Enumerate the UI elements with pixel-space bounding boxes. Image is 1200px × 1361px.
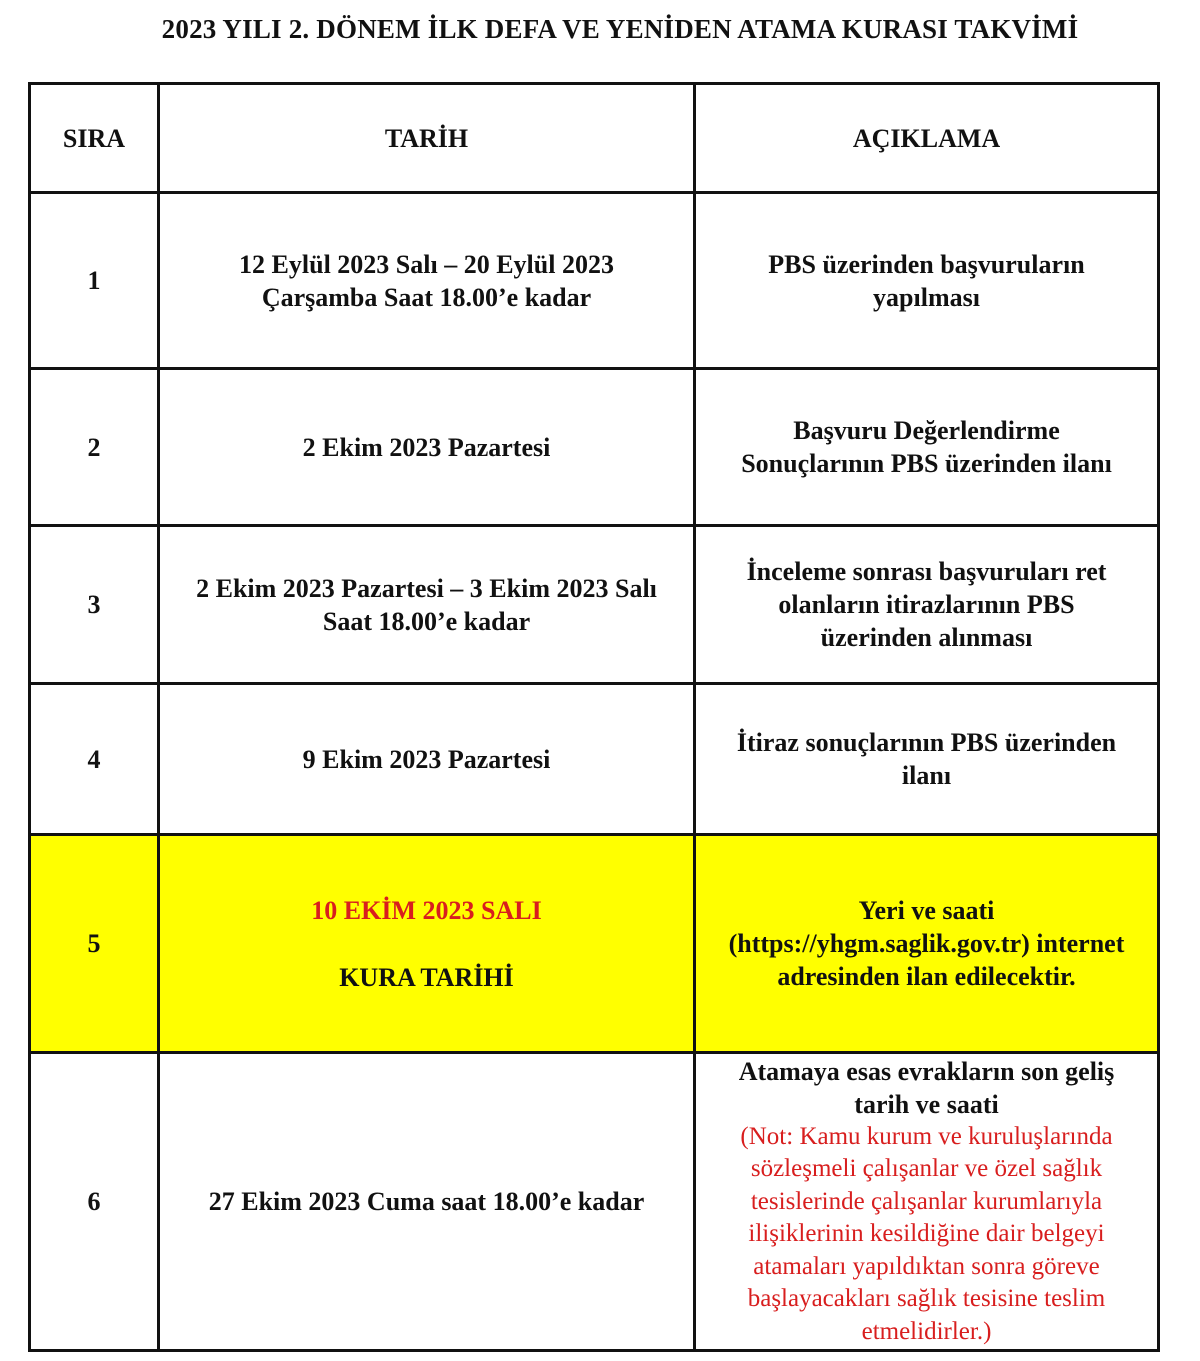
description-line: Yeri ve saati [858,896,995,925]
row-description [695,1053,1159,1351]
description-line: Başvuru Değerlendirme [793,416,1060,445]
description-line: Sonuçlarının PBS üzerinden ilanı [741,449,1112,478]
row-date [159,193,695,369]
table-row [30,684,1159,835]
row-date [159,1053,695,1351]
row-description [695,684,1159,835]
note-line: atamaları yapıldıktan sonra göreve [753,1252,1100,1280]
note-line: sözleşmeli çalışanlar ve özel sağlık [750,1155,1103,1183]
note-line: tesislerinde çalışanlar kurumlarıyla [750,1187,1103,1215]
date-line: 12 Eylül 2023 Salı – 20 Eylül 2023 [239,249,614,279]
description-line: PBS üzerinden başvuruların [768,249,1085,279]
row-number: 1 [30,193,159,369]
description-line: adresinden ilan edilecektir. [777,962,1076,991]
page-title: 2023 YILI 2. DÖNEM İLK DEFA VE YENİDEN ATAMA KURASI TAKVİMİ [161,14,1079,44]
lottery-date-label: KURA TARİHİ [339,962,514,992]
row-description [695,526,1159,684]
table-row-highlighted [30,835,1159,1053]
row-number: 4 [30,684,159,835]
description-line: İtiraz sonuçlarının PBS üzerinden [736,728,1117,757]
description-line: yapılması [873,282,980,312]
description-line: ilanı [901,761,952,790]
lottery-date: 10 EKİM 2023 SALI [311,895,542,925]
date-line: 2 Ekim 2023 Pazartesi – 3 Ekim 2023 Salı [196,573,657,603]
table-row [30,369,1159,526]
description-line: Atamaya esas evrakların son geliş [738,1056,1115,1086]
spacer [170,927,683,961]
date-line: Saat 18.00’e kadar [322,606,531,636]
description-line: İnceleme sonrası başvuruları ret [746,557,1107,586]
table-row [30,1053,1159,1351]
table-header-row [30,84,1159,193]
date-line: 9 Ekim 2023 Pazartesi [302,744,551,774]
note-line: ilişiklerinin kesildiğine dair belgeyi [748,1220,1105,1248]
row-date [159,684,695,835]
description-line: olanların itirazlarının PBS [778,590,1075,619]
header-tarih: TARİH [159,84,695,193]
table-row [30,193,1159,369]
header-sira: SIRA [30,84,159,193]
date-line: Çarşamba Saat 18.00’e kadar [261,282,592,312]
schedule-table [28,82,1160,1352]
note-line: etmelidirler.) [861,1317,992,1345]
date-line: 2 Ekim 2023 Pazartesi [302,432,551,462]
row-date [159,526,695,684]
date-line: 27 Ekim 2023 Cuma saat 18.00’e kadar [208,1187,645,1216]
row-number: 5 [30,835,159,1053]
row-description [695,835,1159,1053]
note-line: (Not: Kamu kurum ve kuruluşlarında [740,1122,1113,1150]
description-line: tarih ve saati [854,1089,999,1119]
row-number: 3 [30,526,159,684]
row-date [159,835,695,1053]
note-line: başlayacakları sağlık tesisine teslim [747,1285,1106,1313]
header-aciklama: AÇIKLAMA [695,84,1159,193]
row-date [159,369,695,526]
description-line: (https://yhgm.saglik.gov.tr) internet [728,929,1125,958]
row-description [695,369,1159,526]
row-description [695,193,1159,369]
description-line: üzerinden alınması [820,623,1033,652]
table-row [30,526,1159,684]
row-number: 6 [30,1053,159,1351]
row-number: 2 [30,369,159,526]
